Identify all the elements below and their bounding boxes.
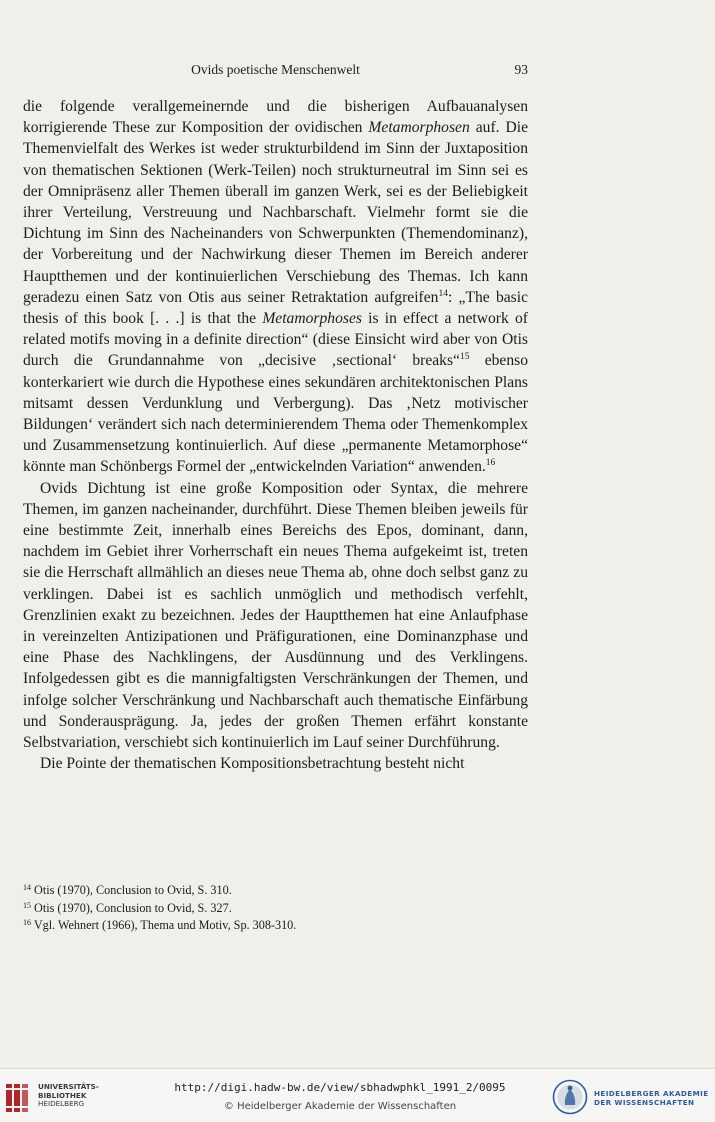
library-line-1: UNIVERSITÄTS- [38,1082,99,1091]
permalink-url[interactable]: http://digi.hadw-bw.de/view/sbhadwphkl_1991_2/0095 [174,1081,506,1094]
footnote [23,882,528,900]
footnotes [23,882,528,935]
library-logo-icon [4,1081,34,1115]
italic-title: Metamorphosen [368,119,470,137]
footnote-text: Vgl. Wehnert (1966), Thema und Motiv, Sp. 308-310. [33,918,297,932]
footnote-reference: 15 [459,352,470,363]
academy-line-2: DER WISSENSCHAFTEN [594,1098,695,1107]
footnote [23,917,528,935]
paragraph-3: Die Pointe der thematischen Kompositionsbetrachtung besteht nicht [40,755,465,773]
paragraph-1: die folgende verallgemeinernde und die bisherigen Aufbauanalysen korrigierende These zur Komposition der ovidischen Metamorphosen auf. Die Themenvielfalt des Werkes ist weder strukturbildend im Sinn der Juxtaposition von thematischen Sektionen (Werk-Teilen) noch strukturneutral im Sinn sei es der Omnipräsenz aller Themen überall im ganzen Werk, sei es der Beliebigkeit ihrer Verteilung, Verstreuung und Nachbarschaft. Vielmehr formt sie die Dichtung im Sinn des Nacheinanders von Schwerpunkten (Themendominanz), der Vorbereitung und der Nachwirkung dieser Themen im Bereich anderer Hauptthemen und der kontinuierlichen Verschiebung des Themas. Ich kann geradezu einen Satz von Otis aus seiner Retraktation aufgreifen$^{14}$: „The basic thesis of this book [. . .] is that the Metamorphoses is in effect a network of related motifs moving in a definite direction“ (diese Einsicht wird aber von Otis durch die Grundannahme von „decisive ‚sectional‘ breaks“$^{15}$ ebenso konterkariert wie durch die Hypothese eines sekundären architektonischen Plans mitsamt dessen Verdunklung und Verbergung). Das ‚Netz motivischer Bildungen‘ verändert sich nach determinierendem Thema oder Themenkomplex und Zusammensetzung kontinuierlich. Auf diese „permanente Metamorphose“ könnte man Schönbergs Formel der „entwickelnden Variation“ anwenden.$^{16}$ [23,98,529,476]
footnote-text: Otis (1970), Conclusion to Ovid, S. 327. [34,900,232,915]
academy-logo[interactable] [550,1077,712,1119]
university-library-logo[interactable] [4,1077,144,1119]
footnote-reference: 16 [485,458,496,469]
library-line-2: BIBLIOTHEK [38,1090,87,1100]
footnote [23,900,528,918]
running-head [23,62,528,80]
page-number: 93 [514,62,528,77]
viewer-footer [0,1068,715,1122]
footnote-number: 14 [23,883,31,892]
footnote-number: 15 [23,900,31,910]
copyright-notice: © Heidelberger Akademie der Wissenschaften [223,1101,457,1112]
running-title: Ovids poetische Menschenwelt [191,62,360,77]
library-line-3: HEIDELBERG [38,1099,85,1109]
italic-title: Metamorphoses [262,310,362,328]
paragraph-2: Ovids Dichtung ist eine große Komposition oder Syntax, die mehrere Themen, im ganzen nacheinander, durchführt. Diese Themen bleiben jeweils für eine bestimmte Zeit, innerhalb eines Bereichs des Epos, dominant, dann, nachdem im Gebiet ihrer Vorherrschaft ein neues Thema aufgekeimt ist, treten sie die Herrschaft allmählich an dieses neue Thema ab, ohne doch selbst ganz zu verklingen. Dabei ist es sachlich unmöglich und methodisch verfehlt, Grenzlinien exakt zu bezeichnen. Jedes der Hauptthemen hat eine Anlaufphase in vereinzelten Antizipationen und Präfigurationen, eine Dominanzphase und eine Phase des Nachklingens, der Ausdünnung und des Verklingens. Infolgedessen gibt es die mannigfaltigsten Verschränkungen der Themen, und infolge solcher Verschränkung und Nachbarschaft auch thematische Einfärbung und Sonderausprägung. Ja, jedes der großen Themen erfährt konstante Selbstvariation, verschiebt sich kontinuierlich im Lauf seiner Durchführung. [23,479,528,752]
body-text [23,96,528,775]
footnote-text: Otis (1970), Conclusion to Ovid, S. 310. [34,883,232,897]
academy-line-1: HEIDELBERGER AKADEMIE [594,1089,709,1098]
footnote-number: 16 [23,918,31,927]
academy-seal-icon [552,1079,588,1115]
footnote-reference: 14 [438,288,448,299]
